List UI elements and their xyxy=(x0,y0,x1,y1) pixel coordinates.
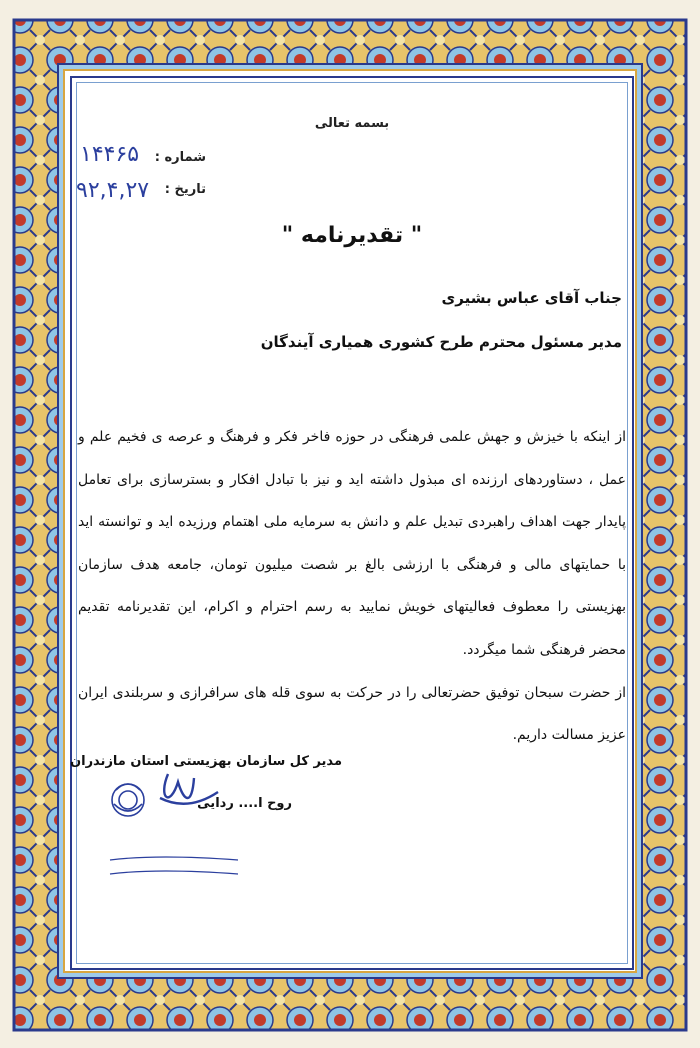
closing-paragraph: از حضرت سبحان توفیق حضرتعالی را در حرکت به سوی قله های سرافرازی و سربلندی ایران عزیز مسالت داریم. xyxy=(78,684,626,744)
addressee-name: جناب آقای عباس بشیری xyxy=(441,289,622,307)
body-paragraph: از اینکه با خیزش و جهش علمی فرهنگی در حوزه فاخر فکر و فرهنگ و عرصه ی فخیم علم و عمل ، دستاوردهای ارزنده ای مبذول داشته اید و نیز با تبادل افکار و بسترسازی برای تعامل پایدار جهت اهداف راهبردی تبدیل علم و دانش به سرمایه ملی اهتمام ورزیده اید و توانسته اید با حمایتهای مالی و فرهنگی با ارزشی بالغ بر شصت میلیون تومان، جامعه هدف سازمان بهزیستی را معطوف فعالیتهای خویش نمایید به رسم احترام و اکرام، این تقدیرنامه تقدیم محضر فرهنگی شما میگردد. xyxy=(78,429,626,658)
date-label: تاریخ : xyxy=(164,182,206,197)
official-seal-with-signature xyxy=(98,768,248,888)
bismillah: بسمه تعالی xyxy=(314,116,390,131)
number-label: شماره : xyxy=(154,150,206,165)
addressee-position: مدیر مسئول محترم طرح کشوری همیاری آیندگان xyxy=(260,333,622,351)
number-handwritten: ١۴۴۶۵ xyxy=(80,142,140,167)
certificate-body xyxy=(78,416,626,757)
signatory-name: روح ا.... ردایی xyxy=(197,796,292,811)
signatory-organization: مدیر کل سازمان بهزیستی استان مازندران xyxy=(70,754,342,769)
certificate-title: " تقدیرنامه " xyxy=(281,223,423,248)
date-handwritten: ٩٢,۴,٢٧ xyxy=(76,178,150,203)
certificate-content xyxy=(70,76,634,970)
